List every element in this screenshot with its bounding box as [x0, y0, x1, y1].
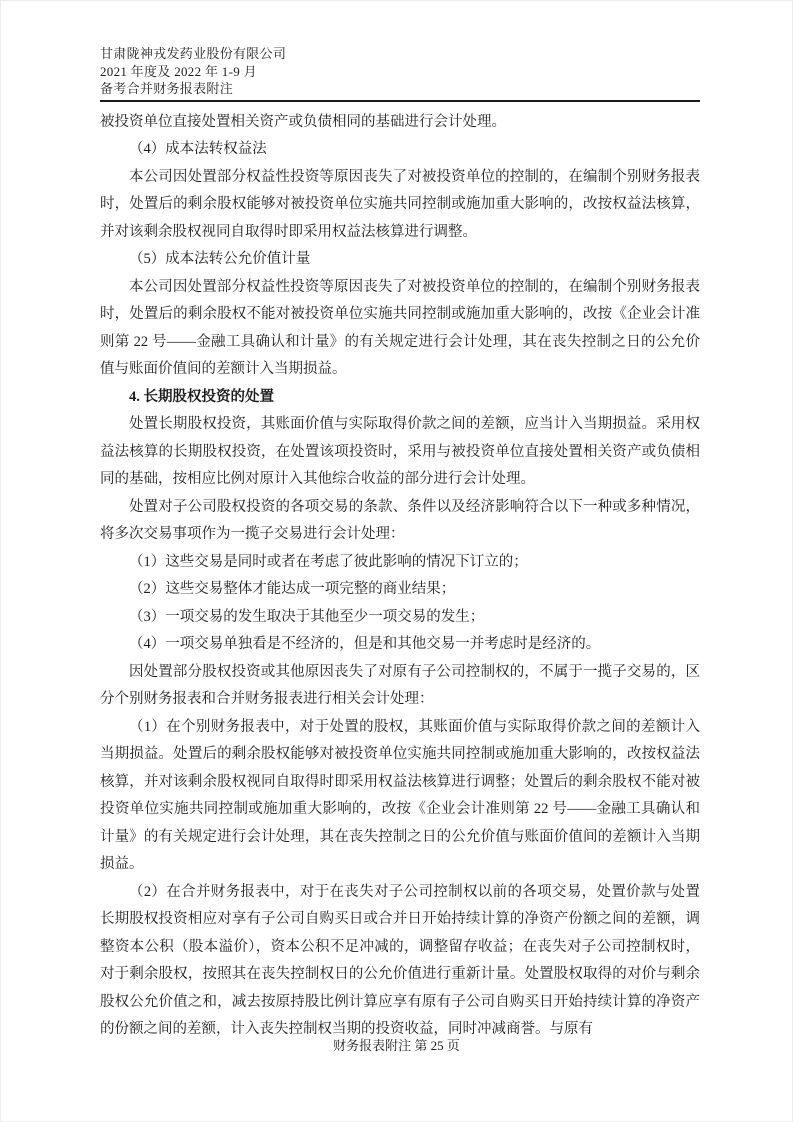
paragraph: （4）一项交易单独看是不经济的，但是和其他交易一并考虑时是经济的。 [129, 636, 601, 652]
paragraph: 处置长期股权投资，其账面价值与实际取得价款之间的差额，应当计入当期损益。采用权益法核算的长期股权投资，在处置该项投资时，采用与被投资单位直接处置相关资产或负债相同的基础，按相应比例对原计入其他综合收益的部分进行会计处理。 [100, 416, 700, 487]
document-header [100, 0, 700, 102]
header-company-name: 甘肃陇神戎发药业股份有限公司 [100, 46, 287, 61]
paragraph: （1）在个别财务报表中，对于处置的股权，其账面价值与实际取得价款之间的差额计入当期损益。处置后的剩余股权能够对被投资单位实施共同控制或施加重大影响的，改按权益法核算，并对该剩余股权视同自取得时即采用权益法核算进行调整；处置后的剩余股权不能对被投资单位实施共同控制或施加重大影响的，改按《企业会计准则第 22 号——金融工具确认和计量》的有关规定进行会计处理，其在丧失控制之日的公允价值与账面价值间的差额计入当期损益。 [100, 718, 700, 872]
paragraph: （2）在合并财务报表中，对于在丧失对子公司控制权以前的各项交易，处置价款与处置长期股权投资相应对享有子公司自购买日或合并日开始持续计算的净资产份额之间的差额，调整资本公积（股本溢价），资本公积不足冲减的，调整留存收益；在丧失对子公司控制权时，对于剩余股权，按照其在丧失控制权日的公允价值进行重新计量。处置股权取得的对价与剩余股权公允价值之和，减去按原持股比例计算应享有原有子公司自购买日开始持续计算的净资产的份额之间的差额，计入丧失控制权当期的投资收益，同时冲减商誉。与原有 [100, 883, 700, 1037]
section-heading: 4. 长期股权投资的处置 [129, 388, 274, 405]
paragraph: （2）这些交易整体才能达成一项完整的商业结果； [129, 581, 456, 597]
footer-page-label: 财务报表附注 第 25 页 [333, 1038, 460, 1053]
paragraph: 处置对子公司股权投资的各项交易的条款、条件以及经济影响符合以下一种或多种情况，将多次交易事项作为一揽子交易进行会计处理： [100, 498, 700, 542]
page-footer [0, 1038, 793, 1054]
header-report-period: 2021 年度及 2022 年 1-9 月 [100, 63, 257, 79]
paragraph: （5）成本法转公允价值计量 [129, 251, 311, 267]
paragraph: （1）这些交易是同时或者在考虑了彼此影响的情况下订立的； [129, 553, 528, 570]
paragraph: （3）一项交易的发生取决于其他至少一项交易的发生； [129, 608, 485, 625]
document-body [100, 109, 700, 1044]
content-column [100, 0, 700, 1044]
paragraph: 本公司因处置部分权益性投资等原因丧失了对被投资单位的控制的，在编制个别财务报表时，处置后的剩余股权能够对被投资单位实施共同控制或施加重大影响的，改按权益法核算，并对该剩余股权视同自取得时即采用权益法核算进行调整。 [100, 168, 700, 240]
paragraph: 因处置部分股权投资或其他原因丧失了对原有子公司控制权的，不属于一揽子交易的，区分个别财务报表和合并财务报表进行相关会计处理： [100, 663, 700, 707]
paragraph: 被投资单位直接处置相关资产或负债相同的基础进行会计处理。 [100, 113, 506, 130]
paragraph: （4）成本法转权益法 [129, 141, 267, 157]
header-document-title: 备考合并财务报表附注 [100, 81, 234, 96]
paragraph: 本公司因处置部分权益性投资等原因丧失了对被投资单位的控制的，在编制个别财务报表时，处置后的剩余股权不能对被投资单位实施共同控制或施加重大影响的，改按《企业会计准则第 22 号——金融工具确认和计量》的有关规定进行会计处理，其在丧失控制之日的公允价值与账面价值间的差额计入当期损益。 [100, 278, 700, 377]
